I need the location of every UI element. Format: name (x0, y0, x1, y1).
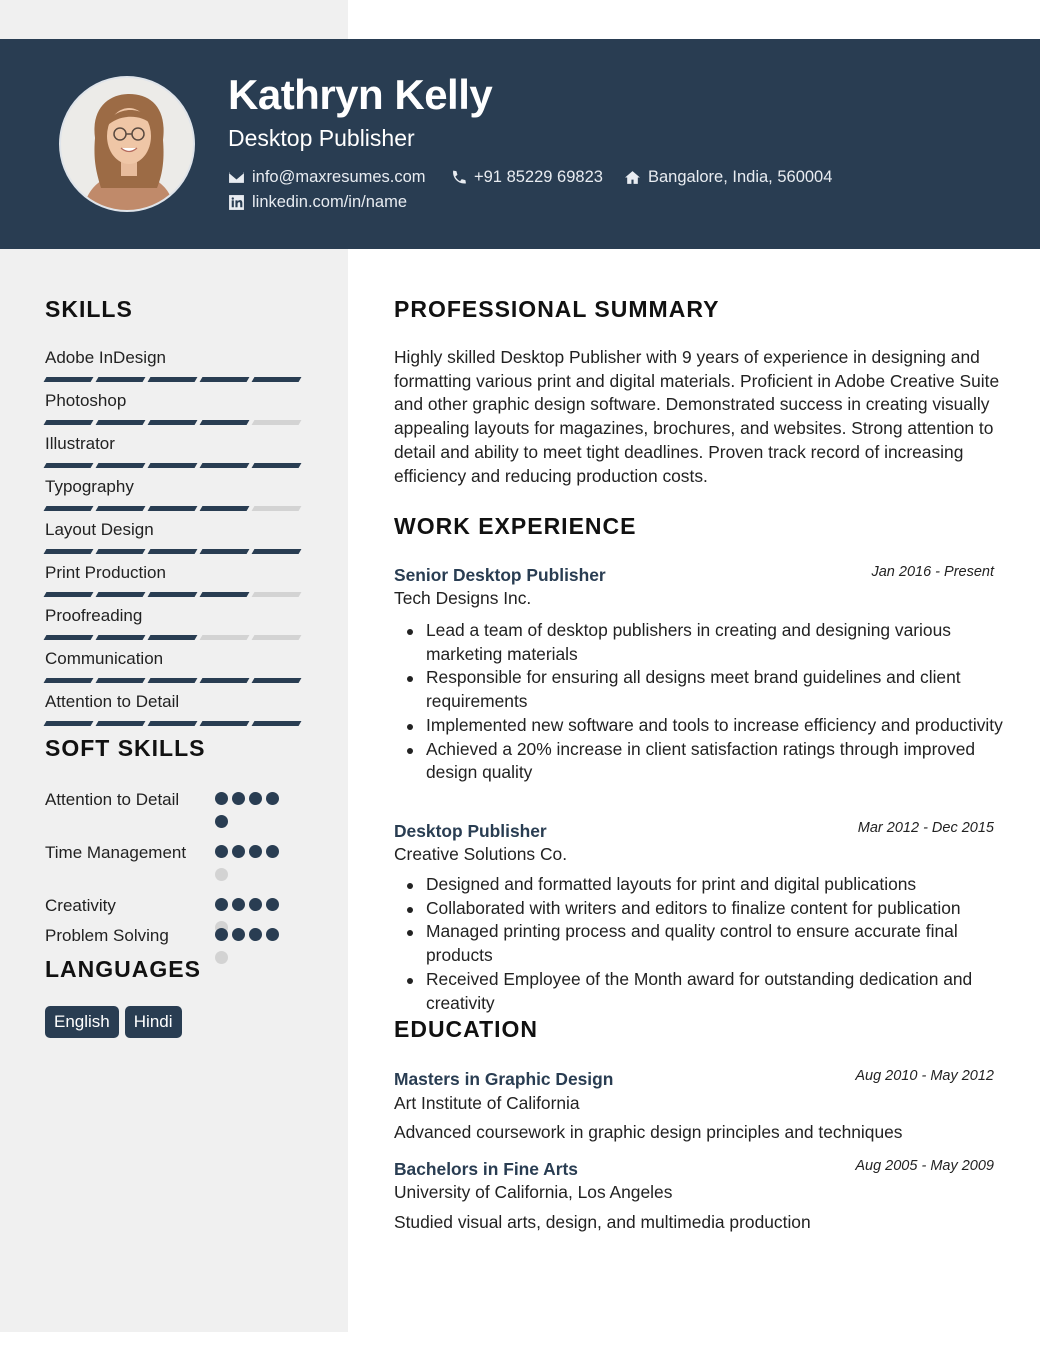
soft-skill-label: Problem Solving (45, 926, 169, 945)
skill-level-bars (45, 721, 305, 726)
skill-level-bars (45, 635, 305, 640)
soft-skill-label: Time Management (45, 843, 187, 862)
skill-level-segment (252, 506, 302, 511)
soft-skill-dot (266, 845, 279, 858)
phone-icon (450, 169, 467, 186)
skill-level-segment (200, 549, 250, 554)
contact-email[interactable] (228, 168, 426, 187)
soft-skill-dot (215, 792, 228, 805)
job-bullet: Achieved a 20% increase in client satisfaction ratings through improved design quality (426, 738, 1006, 785)
summary-text: Highly skilled Desktop Publisher with 9 years of experience in designing and formatting various print and digital materials. Proficient in Adobe Creative Suite and other graphic design software. Demonstrated success in creating visually appealing layouts for magazines, brochures, and websites. Strong attention to detail and ability to meet tight deadlines. Proven track record of increasing efficiency and reducing production costs. (394, 347, 1000, 486)
job-bullet: Lead a team of desktop publishers in creating and designing various marketing materials (426, 619, 1006, 666)
skills-list (45, 347, 305, 734)
experience-heading: WORK EXPERIENCE (394, 513, 637, 539)
skill-level-bars (45, 506, 305, 511)
job-bullet: Responsible for ensuring all designs meet brand guidelines and client requirements (426, 666, 1006, 713)
skill-level-segment (44, 377, 94, 382)
job-bullet: Collaborated with writers and editors to finalize content for publication (426, 897, 1006, 921)
soft-skill-dot (249, 928, 262, 941)
skill-level-bars (45, 549, 305, 554)
soft-skill-dot (215, 868, 228, 881)
education-heading: EDUCATION (394, 1016, 539, 1042)
degree-dates: Aug 2010 - May 2012 (855, 1068, 994, 1084)
skill-level-segment (148, 635, 198, 640)
skill-level-segment (44, 463, 94, 468)
job-company: Tech Designs Inc. (394, 588, 532, 608)
job-title: Senior Desktop Publisher (394, 565, 606, 585)
languages-heading: LANGUAGES (45, 956, 201, 982)
degree-title: Bachelors in Fine Arts (394, 1159, 578, 1179)
skill-item (45, 347, 305, 390)
envelope-icon (228, 169, 245, 186)
job-bullets (426, 873, 1006, 1015)
soft-skill-dots (215, 845, 295, 891)
contact-location (624, 168, 832, 187)
skill-level-segment (44, 678, 94, 683)
skill-level-segment (148, 592, 198, 597)
skill-level-bars (45, 377, 305, 382)
skills-heading: SKILLS (45, 296, 133, 322)
soft-skill-dot (249, 792, 262, 805)
skill-item (45, 648, 305, 691)
soft-skill-dot (249, 898, 262, 911)
skill-level-segment (148, 377, 198, 382)
contact-linkedin[interactable] (228, 193, 407, 212)
skill-level-segment (252, 463, 302, 468)
skill-item (45, 562, 305, 605)
skill-level-segment (200, 678, 250, 683)
skill-level-segment (148, 678, 198, 683)
soft-skill-dots (215, 928, 295, 974)
skill-level-segment (200, 377, 250, 382)
skill-level-segment (96, 463, 146, 468)
email-text: info@maxresumes.com (252, 168, 426, 186)
skill-level-segment (96, 549, 146, 554)
skill-level-segment (96, 721, 146, 726)
skill-level-bars (45, 463, 305, 468)
skill-label: Communication (45, 649, 164, 668)
skill-label: Attention to Detail (45, 692, 180, 711)
job-dates: Mar 2012 - Dec 2015 (857, 820, 994, 836)
languages-list (45, 1006, 182, 1038)
skill-level-segment (252, 377, 302, 382)
linkedin-icon (228, 194, 245, 211)
contact-phone[interactable] (450, 168, 603, 187)
skill-level-bars (45, 420, 305, 425)
soft-skill-dot (232, 898, 245, 911)
skill-level-segment (44, 592, 94, 597)
soft-skill-dot (232, 792, 245, 805)
profile-photo (61, 78, 195, 212)
skill-level-segment (200, 463, 250, 468)
skill-level-segment (252, 721, 302, 726)
degree-description: Advanced coursework in graphic design principles and techniques (394, 1122, 903, 1142)
degree-description: Studied visual arts, design, and multimedia production (394, 1212, 811, 1232)
job-company: Creative Solutions Co. (394, 844, 568, 864)
job-bullets (426, 619, 1006, 785)
skill-label: Proofreading (45, 606, 143, 625)
soft-skill-dot (215, 815, 228, 828)
language-badge: Hindi (125, 1006, 182, 1038)
soft-skill-dot (215, 898, 228, 911)
skill-item (45, 390, 305, 433)
soft-skill-dot (215, 928, 228, 941)
soft-skill-dots (215, 792, 295, 838)
job-bullet: Managed printing process and quality control to ensure accurate final products (426, 920, 1006, 967)
degree-dates: Aug 2005 - May 2009 (855, 1158, 994, 1174)
skill-level-segment (252, 420, 302, 425)
home-icon (624, 169, 641, 186)
school-name: Art Institute of California (394, 1093, 580, 1113)
job-bullet: Received Employee of the Month award for outstanding dedication and creativity (426, 968, 1006, 1015)
soft-skill-dot (232, 928, 245, 941)
skill-item (45, 476, 305, 519)
skill-level-segment (200, 635, 250, 640)
soft-skill-label: Attention to Detail (45, 790, 180, 809)
skill-level-segment (252, 678, 302, 683)
degree-title: Masters in Graphic Design (394, 1069, 614, 1089)
linkedin-text: linkedin.com/in/name (252, 193, 407, 211)
skill-label: Layout Design (45, 520, 154, 539)
skill-level-segment (148, 549, 198, 554)
skill-level-segment (148, 506, 198, 511)
skill-level-segment (96, 592, 146, 597)
school-name: University of California, Los Angeles (394, 1182, 673, 1202)
skill-level-segment (44, 506, 94, 511)
skill-level-segment (252, 635, 302, 640)
skill-level-segment (44, 635, 94, 640)
skill-item (45, 691, 305, 734)
candidate-name: Kathryn Kelly (228, 71, 493, 118)
soft-skill-dot (266, 928, 279, 941)
job-bullet: Designed and formatted layouts for print and digital publications (426, 873, 1006, 897)
language-badge: English (45, 1006, 119, 1038)
skill-label: Illustrator (45, 434, 115, 453)
skill-label: Print Production (45, 563, 166, 582)
skill-label: Typography (45, 477, 134, 496)
soft-skill-dot (266, 898, 279, 911)
job-dates: Jan 2016 - Present (871, 564, 994, 580)
skill-level-segment (44, 420, 94, 425)
soft-skill-dot (215, 845, 228, 858)
candidate-title: Desktop Publisher (228, 125, 415, 151)
job-bullet: Implemented new software and tools to increase efficiency and productivity (426, 714, 1006, 738)
skill-level-segment (200, 420, 250, 425)
skill-level-segment (148, 420, 198, 425)
skill-level-segment (200, 592, 250, 597)
skill-level-segment (148, 463, 198, 468)
skill-level-segment (148, 721, 198, 726)
resume-header (0, 39, 1040, 249)
skill-level-segment (96, 635, 146, 640)
skill-level-segment (96, 506, 146, 511)
soft-skills-heading: SOFT SKILLS (45, 735, 206, 761)
skill-level-bars (45, 678, 305, 683)
soft-skill-dot (249, 845, 262, 858)
skill-level-bars (45, 592, 305, 597)
skill-level-segment (96, 420, 146, 425)
summary-heading: PROFESSIONAL SUMMARY (394, 296, 720, 322)
location-text: Bangalore, India, 560004 (648, 168, 833, 186)
soft-skill-label: Creativity (45, 896, 116, 915)
soft-skill-dot (266, 792, 279, 805)
avatar (59, 76, 195, 212)
phone-text: +91 85229 69823 (474, 168, 603, 186)
skill-item (45, 519, 305, 562)
skill-item (45, 605, 305, 648)
skill-level-segment (252, 549, 302, 554)
skill-level-segment (44, 549, 94, 554)
soft-skill-dot (215, 951, 228, 964)
skill-item (45, 433, 305, 476)
skill-level-segment (200, 506, 250, 511)
skill-label: Photoshop (45, 391, 127, 410)
skill-level-segment (96, 678, 146, 683)
skill-level-segment (252, 592, 302, 597)
skill-level-segment (96, 377, 146, 382)
skill-level-segment (200, 721, 250, 726)
job-title: Desktop Publisher (394, 821, 547, 841)
skill-level-segment (44, 721, 94, 726)
soft-skill-dot (232, 845, 245, 858)
skill-label: Adobe InDesign (45, 348, 166, 367)
